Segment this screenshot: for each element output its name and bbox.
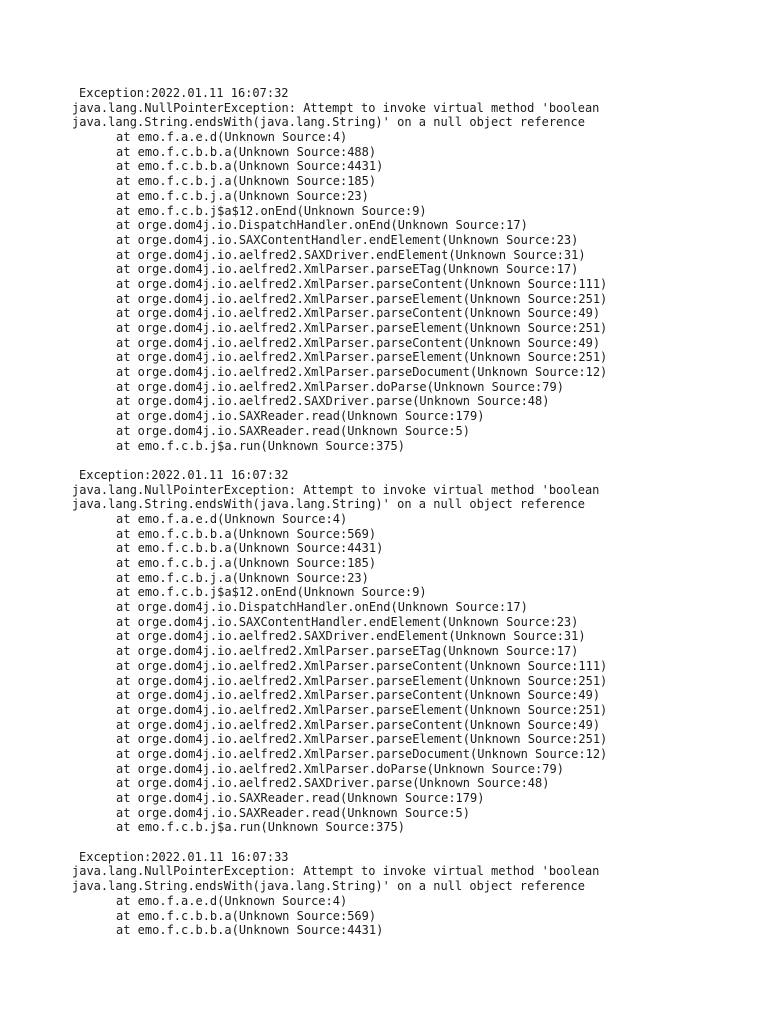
stack-frame: at orge.dom4j.io.aelfred2.XmlParser.parseETag(Unknown Source:17) — [116, 262, 579, 277]
stack-frame: at orge.dom4j.io.aelfred2.SAXDriver.parse(Unknown Source:48) — [116, 776, 550, 791]
stack-frame: at orge.dom4j.io.SAXContentHandler.endElement(Unknown Source:23) — [116, 232, 579, 247]
exception-timestamp: Exception:2022.01.11 16:07:32 — [79, 86, 289, 100]
stack-frame: at emo.f.c.b.b.a(Unknown Source:569) — [116, 908, 377, 923]
exception-timestamp: Exception:2022.01.11 16:07:32 — [79, 467, 289, 482]
stack-frame: at orge.dom4j.io.aelfred2.XmlParser.parseElement(Unknown Source:251) — [116, 702, 608, 717]
stack-frame: at emo.f.c.b.j.a(Unknown Source:185) — [116, 174, 377, 189]
stack-frame: at orge.dom4j.io.aelfred2.XmlParser.parseDocument(Unknown Source:12) — [116, 365, 608, 380]
stack-frame: at emo.f.a.e.d(Unknown Source:4) — [116, 511, 348, 526]
stack-frame: at orge.dom4j.io.aelfred2.XmlParser.parseDocument(Unknown Source:12) — [116, 746, 608, 761]
stack-frame: at emo.f.c.b.b.a(Unknown Source:569) — [116, 526, 377, 541]
stack-frame: at emo.f.c.b.b.a(Unknown Source:4431) — [116, 923, 384, 938]
stack-frame: at orge.dom4j.io.aelfred2.XmlParser.doParse(Unknown Source:79) — [116, 379, 564, 394]
exception-message: java.lang.NullPointerException: Attempt to invoke virtual method 'boolean — [72, 100, 600, 115]
exception-timestamp: Exception:2022.01.11 16:07:33 — [79, 849, 289, 864]
stack-frame: at orge.dom4j.io.SAXReader.read(Unknown Source:5) — [116, 805, 471, 820]
stack-frame: at orge.dom4j.io.SAXReader.read(Unknown Source:179) — [116, 409, 485, 424]
stack-frame: at orge.dom4j.io.DispatchHandler.onEnd(Unknown Source:17) — [116, 600, 528, 615]
stack-frame: at orge.dom4j.io.aelfred2.XmlParser.parseContent(Unknown Source:49) — [116, 717, 601, 732]
stack-frame: at emo.f.a.e.d(Unknown Source:4) — [116, 130, 348, 145]
stack-frame: at emo.f.a.e.d(Unknown Source:4) — [116, 893, 348, 908]
stack-frame: at orge.dom4j.io.aelfred2.XmlParser.parseContent(Unknown Source:49) — [116, 688, 601, 703]
stack-frame: at orge.dom4j.io.DispatchHandler.onEnd(Unknown Source:17) — [116, 218, 528, 233]
stack-frame: at orge.dom4j.io.aelfred2.XmlParser.parseElement(Unknown Source:251) — [116, 732, 608, 747]
exception-message-continued: java.lang.String.endsWith(java.lang.String)' on a null object reference — [72, 115, 585, 130]
stack-frame: at orge.dom4j.io.aelfred2.XmlParser.parseETag(Unknown Source:17) — [116, 644, 579, 659]
stack-frame: at orge.dom4j.io.aelfred2.XmlParser.parseContent(Unknown Source:49) — [116, 335, 601, 350]
stack-frame: at emo.f.c.b.j$a$12.onEnd(Unknown Source:9) — [116, 203, 427, 218]
stack-frame: at emo.f.c.b.j.a(Unknown Source:23) — [116, 570, 369, 585]
stack-frame: at orge.dom4j.io.aelfred2.XmlParser.parseElement(Unknown Source:251) — [116, 350, 608, 365]
stack-frame: at orge.dom4j.io.aelfred2.XmlParser.parseContent(Unknown Source:49) — [116, 306, 601, 321]
stack-frame: at emo.f.c.b.j$a.run(Unknown Source:375) — [116, 820, 405, 835]
stack-frame: at orge.dom4j.io.aelfred2.XmlParser.parseElement(Unknown Source:251) — [116, 291, 608, 306]
stack-frame: at orge.dom4j.io.SAXContentHandler.endElement(Unknown Source:23) — [116, 614, 579, 629]
exception-message: java.lang.NullPointerException: Attempt to invoke virtual method 'boolean — [72, 482, 600, 497]
stack-frame: at orge.dom4j.io.aelfred2.SAXDriver.endElement(Unknown Source:31) — [116, 247, 586, 262]
stack-frame: at emo.f.c.b.j.a(Unknown Source:185) — [116, 556, 377, 570]
stack-frame: at orge.dom4j.io.aelfred2.XmlParser.parseContent(Unknown Source:111) — [116, 276, 608, 291]
stack-frame: at emo.f.c.b.b.a(Unknown Source:488) — [116, 144, 377, 159]
exception-block — [72, 86, 762, 453]
exception-message-continued: java.lang.String.endsWith(java.lang.String)' on a null object reference — [72, 497, 585, 512]
log-document — [72, 86, 762, 953]
stack-frame: at orge.dom4j.io.aelfred2.SAXDriver.parse(Unknown Source:48) — [116, 394, 550, 409]
stack-frame: at emo.f.c.b.j.a(Unknown Source:23) — [116, 188, 369, 203]
stack-frame: at emo.f.c.b.j$a$12.onEnd(Unknown Source:9) — [116, 585, 427, 600]
exception-block — [72, 850, 762, 938]
stack-frame: at emo.f.c.b.j$a.run(Unknown Source:375) — [116, 438, 405, 453]
stack-frame: at orge.dom4j.io.aelfred2.XmlParser.parseElement(Unknown Source:251) — [116, 673, 608, 688]
stack-frame: at orge.dom4j.io.SAXReader.read(Unknown Source:179) — [116, 791, 485, 805]
exception-message: java.lang.NullPointerException: Attempt to invoke virtual method 'boolean — [72, 864, 600, 879]
stack-frame: at orge.dom4j.io.SAXReader.read(Unknown Source:5) — [116, 423, 471, 438]
stack-frame: at orge.dom4j.io.aelfred2.XmlParser.parseElement(Unknown Source:251) — [116, 321, 608, 335]
exception-block — [72, 468, 762, 835]
stack-frame: at orge.dom4j.io.aelfred2.XmlParser.parseContent(Unknown Source:111) — [116, 658, 608, 673]
stack-frame: at orge.dom4j.io.aelfred2.SAXDriver.endElement(Unknown Source:31) — [116, 629, 586, 644]
stack-frame: at orge.dom4j.io.aelfred2.XmlParser.doParse(Unknown Source:79) — [116, 761, 564, 776]
stack-frame: at emo.f.c.b.b.a(Unknown Source:4431) — [116, 541, 384, 556]
stack-frame: at emo.f.c.b.b.a(Unknown Source:4431) — [116, 159, 384, 174]
exception-message-continued: java.lang.String.endsWith(java.lang.String)' on a null object reference — [72, 879, 585, 894]
